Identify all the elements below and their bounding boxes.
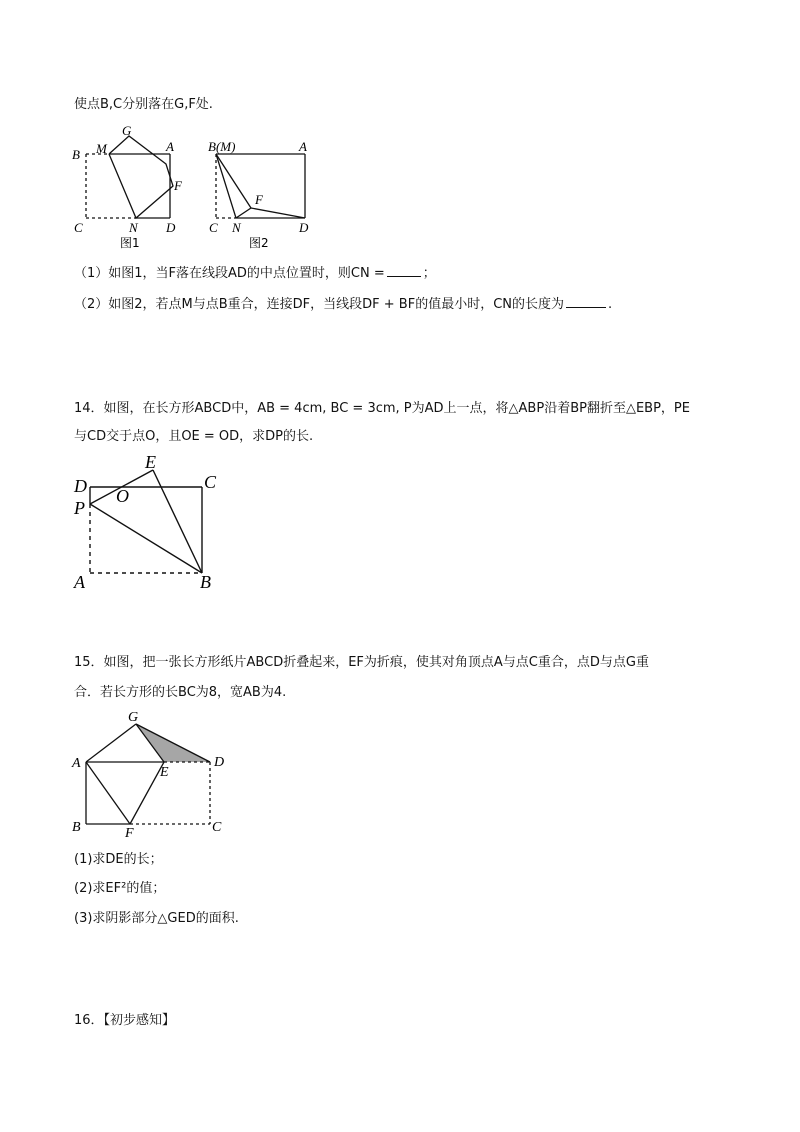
- fig1-label-G: G: [122, 123, 132, 138]
- q14-label-O: O: [116, 486, 129, 506]
- q13-part1-end: ；: [422, 266, 436, 281]
- fig2-label-F: F: [255, 192, 263, 207]
- q13-part1-blank: [387, 263, 421, 277]
- q13-part1: [74, 263, 436, 283]
- q14-line2: 与CD交于点O，且OE = OD，求DP的长.: [74, 429, 314, 444]
- q13-part2-text: （2）如图2，若点M与点B重合，连接DF，当线段DF + BF的值最小时，CN的长度为: [74, 297, 565, 312]
- q14-label-P: P: [74, 498, 85, 518]
- fig2-label-A: A: [299, 139, 307, 154]
- q15-label-A: A: [72, 756, 81, 771]
- q15-label-B: B: [72, 820, 81, 835]
- fig2-caption: 图2: [249, 236, 269, 250]
- q15-part3: (3)求阴影部分△GED的面积.: [74, 911, 239, 926]
- fig1-label-N: N: [129, 220, 138, 235]
- q15-part2: (2)求EF²的值；: [74, 881, 166, 896]
- q13-figure-2: [205, 124, 325, 254]
- q13-intro: 使点B,C分别落在G,F处.: [74, 97, 213, 112]
- q14-label-B: B: [200, 572, 211, 592]
- q15-label-F: F: [125, 826, 134, 841]
- fig1-label-A: A: [166, 139, 174, 154]
- q14-label-D: D: [74, 476, 87, 496]
- q15-label-D: D: [214, 755, 225, 770]
- q15-line1: 15．如图，把一张长方形纸片ABCD折叠起来，EF为折痕，使其对角顶点A与点C重合，点D与点G重: [74, 655, 649, 670]
- q13-part2-end: .: [608, 297, 613, 312]
- fig1-label-B: B: [72, 147, 80, 162]
- fig1-label-M: M: [96, 141, 107, 156]
- fig2-label-BM: B(M): [208, 139, 236, 154]
- q15-label-C: C: [212, 820, 222, 835]
- q15-label-G: G: [128, 710, 139, 725]
- q15-line2: 合．若长方形的长BC为8，宽AB为4.: [74, 685, 287, 700]
- q15-label-E: E: [160, 765, 169, 780]
- q15-part1: (1)求DE的长；: [74, 852, 163, 867]
- fig2-label-C: C: [209, 220, 218, 235]
- q14-label-E: E: [145, 452, 156, 472]
- fig1-caption: 图1: [120, 236, 140, 250]
- q14-label-C: C: [204, 472, 217, 492]
- fig1-label-C: C: [74, 220, 83, 235]
- q14-figure: [70, 452, 230, 592]
- q13-figure-1: [70, 124, 200, 254]
- q13-part1-text: （1）如图1，当F落在线段AD的中点位置时，则CN =: [74, 266, 385, 281]
- fig1-label-D: D: [166, 220, 176, 235]
- q14-label-A: A: [74, 572, 85, 592]
- q13-part2-blank: [566, 294, 606, 308]
- fig1-label-F: F: [174, 178, 182, 193]
- fig2-label-D: D: [299, 220, 309, 235]
- q16-line1: 16．【初步感知】: [74, 1013, 176, 1028]
- fig2-label-N: N: [232, 220, 241, 235]
- q13-part2: [74, 294, 612, 314]
- q14-line1: 14．如图，在长方形ABCD中，AB = 4cm, BC = 3cm, P为AD上一点，将△ABP沿着BP翻折至△EBP，PE: [74, 401, 690, 416]
- q15-figure: [70, 706, 240, 840]
